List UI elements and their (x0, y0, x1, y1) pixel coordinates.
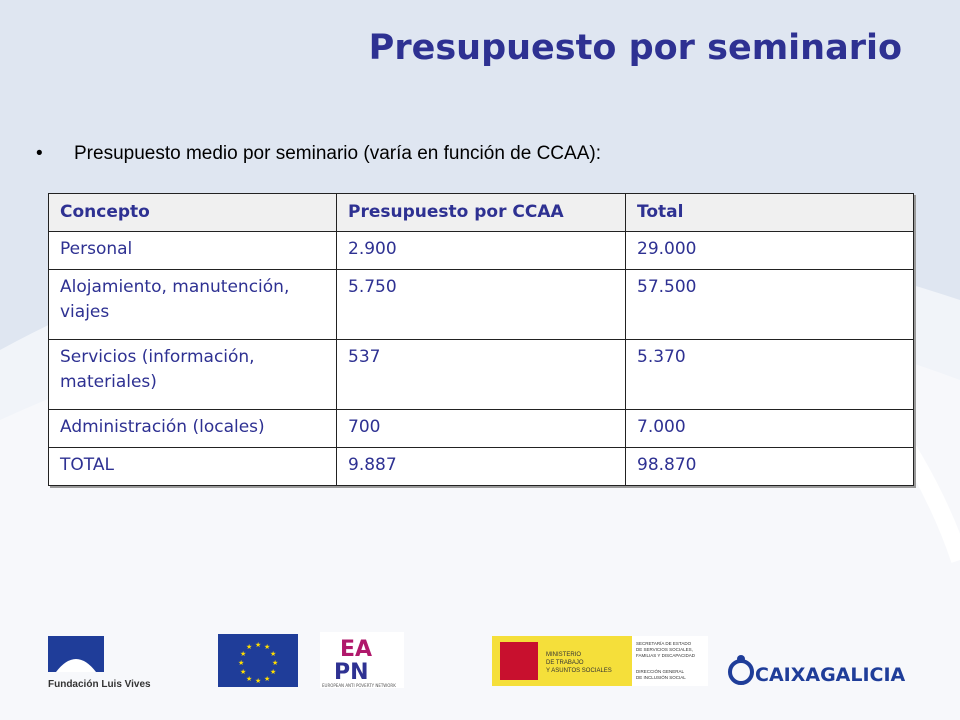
eapn-logo (320, 632, 404, 688)
ministerio-text-1: MINISTERIO (546, 652, 582, 658)
page-title: Presupuesto por seminario (368, 28, 902, 68)
ministerio-text-2: DE TRABAJO (546, 660, 584, 666)
cell-concepto (49, 340, 337, 410)
cell-presupuesto: 537 (337, 340, 626, 410)
cell-total: 7.000 (626, 410, 914, 448)
secretaria-text-2: DE SERVICIOS SOCIALES, (636, 647, 693, 652)
direccion-text-1: DIRECCIÓN GENERAL (636, 669, 685, 674)
table-row (49, 340, 914, 410)
cell-concepto: Administración (locales) (49, 410, 337, 448)
svg-text:★: ★ (240, 650, 247, 658)
svg-text:★: ★ (246, 643, 253, 651)
cell-text: Servicios (información, materiales) (60, 347, 255, 392)
table-row (49, 448, 914, 486)
direccion-text-2: DE INCLUSIÓN SOCIAL (636, 675, 686, 680)
bullet-item (36, 143, 601, 165)
bullet-dot: • (36, 143, 43, 164)
secretaria-text-1: SECRETARÍA DE ESTADO (636, 641, 692, 646)
eapn-sub-text: EUROPEAN ANTI POVERTY NETWORK (322, 683, 396, 688)
header-concepto: Concepto (49, 194, 337, 232)
svg-text:★: ★ (238, 659, 245, 667)
svg-text:★: ★ (255, 641, 262, 649)
table-row (49, 410, 914, 448)
luis-vives-logo (48, 636, 151, 690)
cell-presupuesto: 700 (337, 410, 626, 448)
header-presupuesto: Presupuesto por CCAA (337, 194, 626, 232)
table-header-row (49, 194, 914, 232)
cell-total: 29.000 (626, 232, 914, 270)
cell-presupuesto: 9.887 (337, 448, 626, 486)
eapn-top-text: EA (340, 637, 373, 662)
eapn-bottom-text: PN (334, 660, 369, 685)
cell-total: 57.500 (626, 270, 914, 340)
cell-total: 5.370 (626, 340, 914, 410)
cell-presupuesto: 2.900 (337, 232, 626, 270)
svg-text:★: ★ (270, 668, 277, 676)
table-row (49, 270, 914, 340)
cell-concepto (49, 270, 337, 340)
cell-concepto: Personal (49, 232, 337, 270)
cell-concepto: TOTAL (49, 448, 337, 486)
budget-table (48, 193, 914, 486)
svg-text:★: ★ (264, 675, 271, 683)
svg-text:★: ★ (255, 677, 262, 685)
svg-text:★: ★ (246, 675, 253, 683)
bullet-text: Presupuesto medio por seminario (varía en función de CCAA): (74, 143, 601, 164)
cell-presupuesto: 5.750 (337, 270, 626, 340)
svg-text:★: ★ (240, 668, 247, 676)
header-total: Total (626, 194, 914, 232)
eu-flag-icon (218, 634, 298, 687)
luis-vives-text: Fundación Luis Vives (48, 679, 151, 690)
ministerio-logo (492, 636, 708, 686)
logo-strip (0, 620, 960, 720)
ministerio-text-3: Y ASUNTOS SOCIALES (546, 668, 612, 674)
caixagalicia-text: CAIXAGALICIA (755, 664, 906, 686)
svg-text:★: ★ (270, 650, 277, 658)
caixagalicia-logo (730, 655, 906, 686)
secretaria-text-3: FAMILIAS Y DISCAPACIDAD (636, 653, 696, 658)
cell-total: 98.870 (626, 448, 914, 486)
cell-text: Alojamiento, manutención, viajes (60, 277, 290, 322)
svg-text:★: ★ (264, 643, 271, 651)
table-row (49, 232, 914, 270)
svg-text:★: ★ (272, 659, 279, 667)
